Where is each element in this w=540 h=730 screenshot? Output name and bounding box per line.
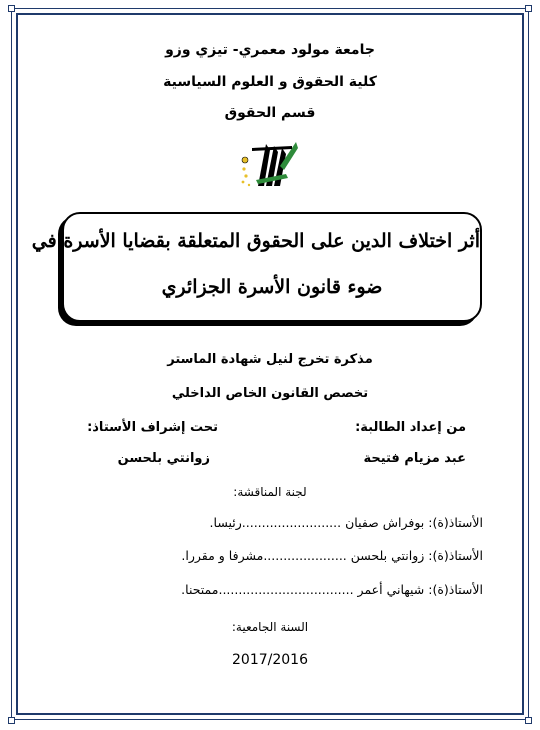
- specialty: تخصص القانون الخاص الداخلي: [171, 386, 369, 401]
- university-logo-icon: [236, 136, 302, 190]
- frame-corner: [525, 5, 532, 12]
- department-name: قسم الحقوق: [224, 105, 316, 121]
- student-name: عبد مزيام فتيحة: [363, 451, 466, 466]
- prepared-by-label: من إعداد الطالبة:: [355, 420, 466, 435]
- thesis-title-line-1: أثر اختلاف الدين على الحقوق المتعلقة بقضايا الأسرة في: [31, 230, 480, 252]
- frame-corner: [525, 717, 532, 724]
- faculty-name: كلية الحقوق و العلوم السياسية: [163, 74, 377, 90]
- committee-member: الأستاذ(ة): زوانتي بلحسن .....................مشرفا و مقررا.: [181, 548, 483, 563]
- thesis-title-box: [31, 212, 482, 322]
- committee-member: الأستاذ(ة): شيهاني أعمر ..................................ممتحنا.: [181, 582, 483, 597]
- committee-member: الأستاذ(ة): بوفراش صفيان .........................رئيسا.: [209, 515, 483, 530]
- supervised-by-label: تحت إشراف الأستاذ:: [87, 420, 218, 435]
- academic-year: 2017/2016: [232, 652, 308, 668]
- thesis-title-line-2: ضوء قانون الأسرة الجزائري: [161, 276, 383, 298]
- committee-label: لجنة المناقشة:: [233, 485, 307, 499]
- university-name: جامعة مولود معمري- تيزي وزو: [165, 42, 375, 58]
- academic-year-label: السنة الجامعية:: [231, 620, 309, 634]
- frame-corner: [8, 5, 15, 12]
- frame-corner: [8, 717, 15, 724]
- supervisor-name: زوانتي بلحسن: [117, 451, 210, 466]
- memo-type: مذكرة تخرج لنيل شهادة الماستر: [167, 352, 373, 367]
